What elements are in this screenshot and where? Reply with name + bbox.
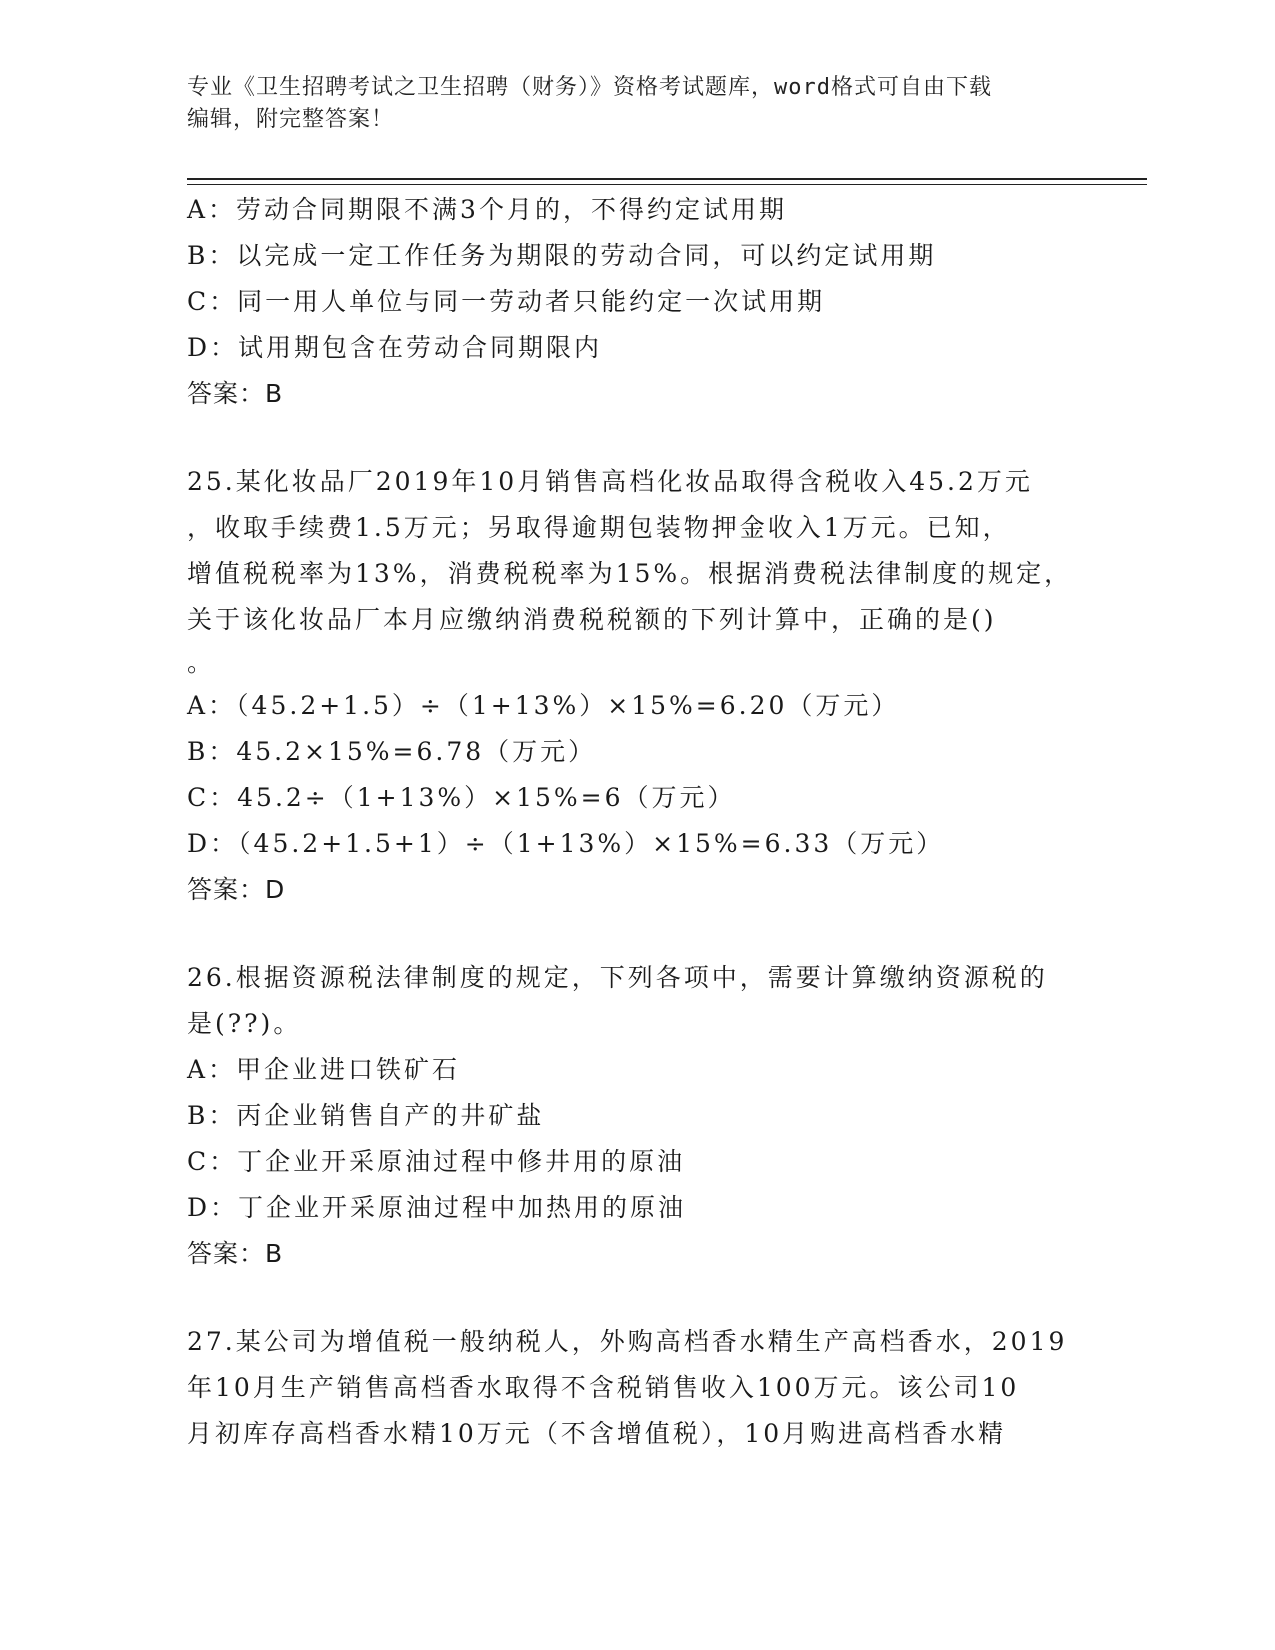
option-a: A：（45.2+1.5）÷（1+13%）×15%=6.20（万元） bbox=[187, 691, 900, 720]
option-a: A：劳动合同期限不满3个月的，不得约定试用期 bbox=[187, 195, 787, 224]
option-b: B：丙企业销售自产的井矿盐 bbox=[187, 1101, 545, 1130]
option-b: B：45.2×15%=6.78（万元） bbox=[187, 737, 597, 766]
question-24 bbox=[187, 187, 1087, 417]
question-stem-line: 27.某公司为增值税一般纳税人，外购高档香水精生产高档香水，2019 bbox=[187, 1327, 1068, 1356]
option-c: C：45.2÷（1+13%）×15%=6（万元） bbox=[187, 783, 736, 812]
header-line-1: 专业《卫生招聘考试之卫生招聘（财务）》资格考试题库，word格式可自由下载 bbox=[187, 75, 992, 100]
question-stem-line: ，收取手续费1.5万元；另取得逾期包装物押金收入1万元。已知， bbox=[187, 513, 1011, 542]
spacer bbox=[187, 1277, 1087, 1319]
question-stem-line: 26.根据资源税法律制度的规定，下列各项中，需要计算缴纳资源税的 bbox=[187, 963, 1048, 992]
question-stem-line: 月初库存高档香水精10万元（不含增值税），10月购进高档香水精 bbox=[187, 1419, 1007, 1448]
question-stem-line: 年10月生产销售高档香水取得不含税销售收入100万元。该公司10 bbox=[187, 1373, 1020, 1402]
option-d: D：（45.2+1.5+1）÷（1+13%）×15%=6.33（万元） bbox=[187, 829, 945, 858]
spacer bbox=[187, 417, 1087, 459]
option-a: A：甲企业进口铁矿石 bbox=[187, 1055, 461, 1084]
header-line-2: 编辑，附完整答案！ bbox=[187, 107, 395, 132]
document-body bbox=[187, 187, 1087, 1457]
question-26 bbox=[187, 955, 1087, 1277]
question-25 bbox=[187, 459, 1087, 913]
question-stem-line: 25.某化妆品厂2019年10月销售高档化妆品取得含税收入45.2万元 bbox=[187, 467, 1033, 496]
answer: 答案：D bbox=[187, 875, 286, 904]
option-d: D：丁企业开采原油过程中加热用的原油 bbox=[187, 1193, 687, 1222]
header-divider bbox=[187, 178, 1147, 185]
option-b: B：以完成一定工作任务为期限的劳动合同，可以约定试用期 bbox=[187, 241, 937, 270]
question-stem-line: 。 bbox=[187, 648, 216, 677]
answer: 答案：B bbox=[187, 379, 284, 408]
option-d: D：试用期包含在劳动合同期限内 bbox=[187, 333, 603, 362]
spacer bbox=[187, 913, 1087, 955]
document-header bbox=[187, 72, 1087, 136]
question-27 bbox=[187, 1319, 1087, 1457]
question-stem-line: 增值税税率为13%，消费税税率为15%。根据消费税法律制度的规定， bbox=[187, 559, 1073, 588]
question-stem-line: 关于该化妆品厂本月应缴纳消费税税额的下列计算中，正确的是() bbox=[187, 605, 997, 634]
option-c: C：同一用人单位与同一劳动者只能约定一次试用期 bbox=[187, 287, 826, 316]
question-stem-line: 是(??)。 bbox=[187, 1009, 302, 1038]
option-c: C：丁企业开采原油过程中修井用的原油 bbox=[187, 1147, 686, 1176]
answer: 答案：B bbox=[187, 1239, 284, 1268]
